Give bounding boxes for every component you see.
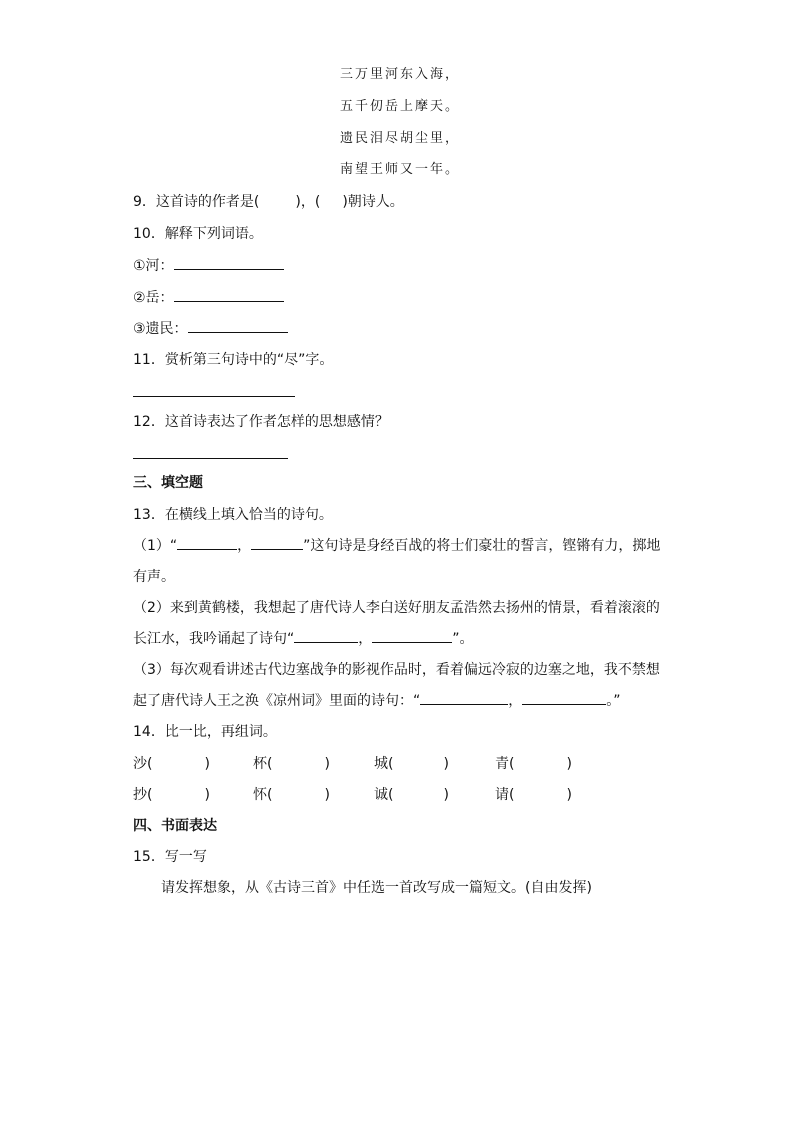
q14-row2-item-4[interactable] — [495, 786, 572, 804]
q14-char-bei: 杯( — [253, 756, 273, 772]
q13-p2-text-d: ”。 — [452, 631, 474, 647]
q14-close-paren: ) — [566, 787, 572, 803]
q13-p3-text-c: ， — [508, 693, 523, 709]
question-13-title: 13．在横线上填入恰当的诗句。 — [133, 507, 333, 523]
q10-item-2 — [133, 289, 284, 307]
question-14-title: 14．比一比，再组词。 — [133, 724, 277, 740]
q10-item-1 — [133, 257, 284, 275]
q10-item-3 — [133, 320, 288, 338]
q9-text-c: )朝诗人。 — [342, 194, 404, 210]
q10-answer-line-2[interactable] — [174, 289, 284, 302]
q13-part-2: （2）来到黄鹤楼，我想起了唐代诗人李白送好朋友孟浩然去扬州的情景，看着滚滚的 — [133, 600, 660, 616]
section-3-heading: 三、填空题 — [133, 475, 203, 491]
q14-row1-item-4[interactable] — [495, 755, 572, 773]
q13-p2-blank-1[interactable] — [294, 630, 358, 643]
question-12-title: 12．这首诗表达了作者怎样的思想感情？ — [133, 414, 389, 430]
q13-p3-text-b: 起了唐代诗人王之涣《凉州词》里面的诗句：“ — [133, 693, 421, 709]
q14-row1-item-1[interactable] — [133, 755, 210, 773]
q13-p2-blank-2[interactable] — [372, 630, 452, 643]
poem-line-4: 南望王师又一年。 — [340, 162, 461, 177]
q13-part-2-line-2 — [133, 630, 474, 648]
question-15-title: 15．写一写 — [133, 849, 207, 865]
q14-char-qing2: 请( — [495, 787, 515, 803]
question-9 — [133, 193, 404, 211]
q11-answer-line[interactable] — [133, 396, 295, 397]
q13-p3-blank-1[interactable] — [420, 692, 508, 705]
q14-close-paren: ) — [443, 787, 449, 803]
q12-answer-line[interactable] — [133, 458, 288, 459]
q14-row1-item-2[interactable] — [253, 755, 330, 773]
q10-answer-line-1[interactable] — [174, 257, 284, 270]
q14-close-paren: ) — [204, 787, 210, 803]
question-11-title: 11．赏析第三句诗中的“尽”字。 — [133, 352, 334, 368]
q14-close-paren: ) — [324, 756, 330, 772]
q14-close-paren: ) — [566, 756, 572, 772]
q13-part-3-line-2 — [133, 692, 621, 710]
q13-p1-blank-1[interactable] — [177, 537, 237, 550]
section-4-heading: 四、书面表达 — [133, 818, 217, 834]
q9-text-b: )，( — [295, 194, 321, 210]
q14-char-sha: 沙( — [133, 756, 153, 772]
q14-char-chao: 抄( — [133, 787, 153, 803]
q14-char-huai: 怀( — [253, 787, 273, 803]
q13-p2-text-c: ， — [358, 631, 373, 647]
q13-part-3: （3）每次观看讲述古代边塞战争的影视作品时，看着偏远冷寂的边塞之地，我不禁想 — [133, 662, 660, 678]
question-10-title: 10．解释下列词语。 — [133, 226, 263, 242]
q14-row2-item-3[interactable] — [374, 786, 449, 804]
poem-line-2: 五千仞岳上摩天。 — [340, 99, 461, 114]
q13-p3-blank-2[interactable] — [522, 692, 606, 705]
q13-p1-continued: 有声。 — [133, 569, 175, 585]
q13-p1-text-a: （1）“ — [133, 538, 178, 554]
q13-p3-text-d: 。” — [606, 693, 621, 709]
q14-row1-item-3[interactable] — [374, 755, 449, 773]
q13-part-1 — [133, 537, 660, 555]
q14-char-cheng: 城( — [374, 756, 394, 772]
poem-line-1: 三万里河东入海， — [340, 67, 461, 82]
q10-item-2-label: ②岳： — [133, 290, 174, 306]
q13-p2-text-b: 长江水，我吟诵起了诗句“ — [133, 631, 295, 647]
q10-item-1-label: ①河： — [133, 258, 174, 274]
q10-item-3-label: ③遗民： — [133, 321, 188, 337]
q13-p1-blank-2[interactable] — [251, 537, 303, 550]
q13-p1-text-c: ”这句诗是身经百战的将士们豪壮的誓言，铿锵有力，掷地 — [303, 538, 661, 554]
q14-close-paren: ) — [324, 787, 330, 803]
q14-char-cheng2: 诚( — [374, 787, 394, 803]
poem-line-3: 遗民泪尽胡尘里， — [340, 131, 461, 146]
q9-text-a: 9．这首诗的作者是( — [133, 194, 260, 210]
q14-row2-item-1[interactable] — [133, 786, 210, 804]
q13-p1-text-b: ， — [237, 538, 252, 554]
q14-close-paren: ) — [204, 756, 210, 772]
q14-row2-item-2[interactable] — [253, 786, 330, 804]
q14-close-paren: ) — [443, 756, 449, 772]
q10-answer-line-3[interactable] — [188, 320, 288, 333]
q15-prompt: 请发挥想象，从《古诗三首》中任选一首改写成一篇短文。(自由发挥) — [161, 880, 592, 896]
q14-char-qing: 青( — [495, 756, 515, 772]
